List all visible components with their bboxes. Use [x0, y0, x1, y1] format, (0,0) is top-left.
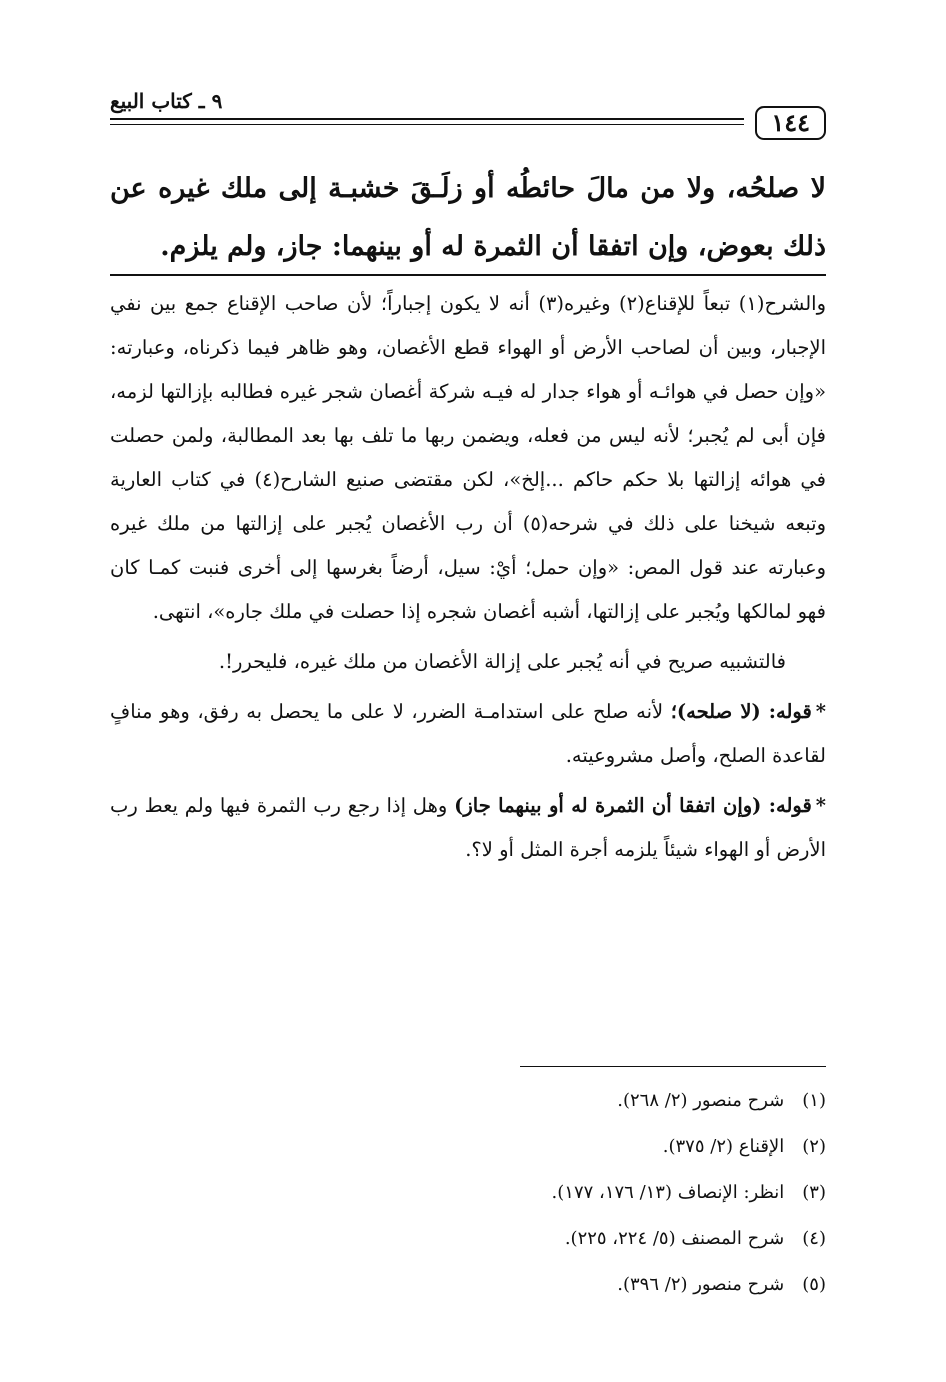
footnote-text: شرح منصور (٢/ ٢٦٨).	[617, 1090, 785, 1111]
qawl-lead: قوله: (لا صلحه)؛	[670, 700, 812, 723]
matn-separator	[110, 274, 826, 276]
bullet-star: *	[815, 794, 826, 817]
footnote-item	[110, 1124, 826, 1170]
commentary-paragraph-3	[110, 690, 826, 778]
bullet-star: *	[815, 700, 826, 723]
footnote-text: الإقناع (٢/ ٣٧٥).	[662, 1136, 785, 1157]
footnote-number: (٤)	[802, 1228, 826, 1249]
commentary-paragraph-4	[110, 784, 826, 872]
footnotes	[110, 1078, 826, 1308]
footnote-text: شرح المصنف (٥/ ٢٢٤، ٢٢٥).	[564, 1228, 785, 1249]
commentary-paragraph-1: والشرح(١) تبعاً للإقناع(٢) وغيره(٣) أنه لا يكون إجباراً؛ لأن صاحب الإقناع جمع بين نفي الإجبار، وبين أن لصاحب الأرض أو الهواء قطع الأغصان، وهو ظاهر فيما ذكرناه، وعبارته: «وإن حصل في هوائـه أو هواء جدار له فيـه شركة أغصان شجر غيره فطالبه بإزالتها لزمه، فإن أبى لم يُجبر؛ لأنه ليس من فعله، ويضمن ربها ما تلف بها بعد المطالبة، ولمن حصلت في هوائه إزالتها بلا حكم حاكم ...إلخ»، لكن مقتضى صنيع الشارح(٤) في كتاب العارية وتبعه شيخنا على ذلك في شرحه(٥) أن رب الأغصان يُجبر على إزالتها من ملك غيره وعبارته عند قول المص: «وإن حمل؛ أيْ: سيل، أرضاً بغرسها إلى أخرى فنبت كمـا كان فهو لمالكها ويُجبر على إزالتها، أشبه أغصان شجره إذا حصلت في ملك جاره»، انتهى.	[110, 292, 826, 623]
commentary-paragraph-2: فالتشبيه صريح في أنه يُجبر على إزالة الأغصان من ملك غيره، فليحرر!.	[218, 650, 786, 673]
footnote-item	[110, 1078, 826, 1124]
header-rule	[110, 118, 744, 120]
running-title: ٩ ـ كتاب البيع	[110, 88, 228, 114]
qawl-lead: قوله: (وإن اتفقا أن الثمرة له أو بينهما جاز)	[454, 794, 812, 817]
footnote-number: (٥)	[802, 1274, 826, 1295]
footnote-number: (٣)	[802, 1182, 826, 1203]
footnote-item	[110, 1262, 826, 1308]
page-header	[110, 88, 826, 137]
footnote-number: (١)	[802, 1090, 826, 1111]
paragraph-body: وهل إذا رجع رب الثمرة فيها ولم يعط رب الأرض أو الهواء شيئاً يلزمه أجرة المثل أو لا؟.	[110, 794, 826, 861]
matn-text: لا صلحُه، ولا من مالَ حائطُه أو زلَـقَ خشبـة إلى ملك غيره عن ذلك بعوض، وإن اتفقا أن الثمرة له أو بينهما: جاز، ولم يلزم.	[110, 173, 826, 262]
paragraph-body: لأنه صلح على استدامـة الضرر، لا على ما يحصل به رفق، وهو منافٍ لقاعدة الصلح، وأصل مشروعيته.	[110, 700, 826, 767]
header-rule-thin	[110, 124, 744, 125]
footnote-text: شرح منصور (٢/ ٣٩٦).	[617, 1274, 785, 1295]
commentary	[110, 282, 826, 878]
footnote-separator	[520, 1066, 826, 1067]
footnote-number: (٢)	[802, 1136, 826, 1157]
footnote-item	[110, 1170, 826, 1216]
footnote-text: انظر: الإنصاف (١٣/ ١٧٦، ١٧٧).	[551, 1182, 785, 1203]
page-number: ١٤٤	[755, 106, 826, 140]
footnote-item	[110, 1216, 826, 1262]
